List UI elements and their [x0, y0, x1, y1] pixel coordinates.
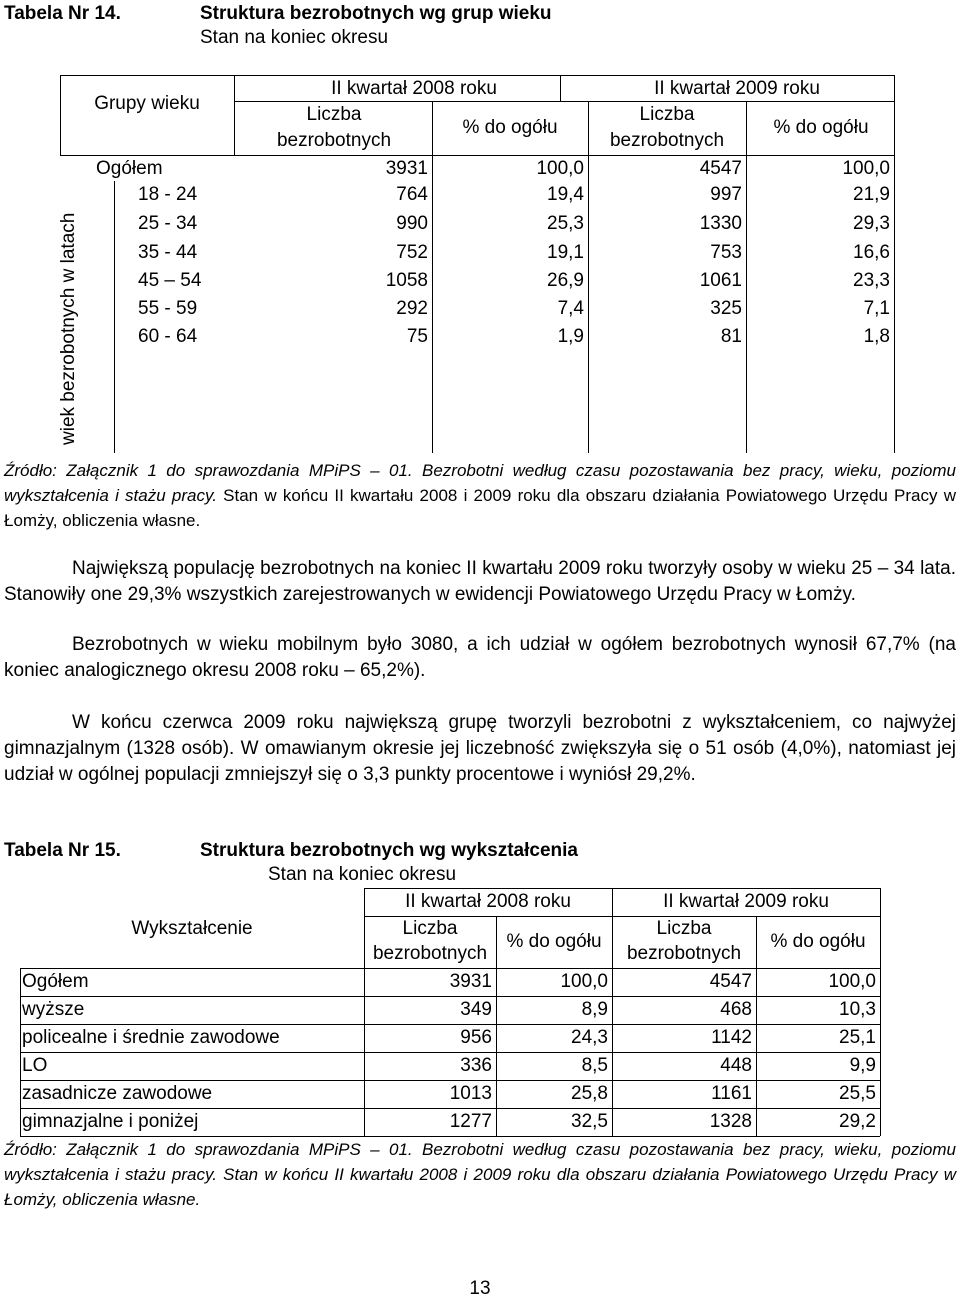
paragraph-2: Bezrobotnych w wieku mobilnym było 3080, a ich udział w ogółem bezrobotnych wynosił 67,7% (na koniec analogicznego okresu 2008 roku – 65,2%).: [4, 634, 956, 681]
table-cell: 7,4: [557, 298, 584, 319]
row-label: zasadnicze zawodowe: [22, 1083, 213, 1104]
table-cell: 10,3: [839, 999, 876, 1020]
table15-count-header-2b: bezrobotnych: [626, 943, 742, 964]
table15-period1-header: II kwartał 2008 roku: [405, 891, 571, 912]
table-cell: 990: [396, 213, 428, 234]
table14-group-col-header: Grupy wieku: [94, 93, 200, 114]
table14-total-cell: 3931: [385, 158, 428, 179]
table-cell: 100,0: [560, 971, 608, 992]
table-cell: 9,9: [849, 1055, 876, 1076]
table-cell: 1061: [699, 270, 742, 291]
table-cell: 349: [460, 999, 492, 1020]
table15-percent-header-1: % do ogółu: [506, 931, 602, 952]
table14-count-header-2b: bezrobotnych: [609, 130, 725, 151]
table-cell: 4547: [709, 971, 752, 992]
row-label: gimnazjalne i poniżej: [22, 1111, 199, 1132]
table-cell: 1328: [709, 1111, 752, 1132]
table-cell: 24,3: [571, 1027, 608, 1048]
table14-period1-header: II kwartał 2008 roku: [331, 78, 497, 99]
table-cell: 19,4: [547, 184, 584, 205]
table-cell: 19,1: [547, 242, 584, 263]
table14-total-cell: 100,0: [842, 158, 890, 179]
table14-side-label: wiek bezrobotnych w latach: [58, 212, 79, 445]
table-cell: 753: [710, 242, 742, 263]
table-cell: 26,9: [547, 270, 584, 291]
table-cell: 997: [710, 184, 742, 205]
table14-period2-header: II kwartał 2009 roku: [654, 78, 820, 99]
table15-title: Struktura bezrobotnych wg wykształcenia: [200, 840, 578, 861]
source-part1: Załącznik 1 do sprawozdania MPiPS – 01. Bezrobotni według czasu pozostawania bez pracy, wieku, poziomu wykształcenia i stażu pracy.: [4, 461, 956, 505]
row-label: 35 - 44: [138, 242, 198, 263]
table15-group-col-header: Wykształcenie: [131, 918, 253, 939]
table-cell: 3931: [449, 971, 492, 992]
table-cell: 25,5: [839, 1083, 876, 1104]
table14-title: Struktura bezrobotnych wg grup wieku: [200, 3, 552, 24]
table14-count-header-2: Liczba: [639, 104, 695, 125]
table14-total-cell: 4547: [699, 158, 742, 179]
table-cell: 956: [460, 1027, 492, 1048]
row-label: 18 - 24: [138, 184, 198, 205]
row-label: 25 - 34: [138, 213, 198, 234]
table-cell: 32,5: [571, 1111, 608, 1132]
table-cell: 81: [720, 326, 742, 347]
table15-source: [4, 1137, 956, 1212]
table14-percent-header-2: % do ogółu: [773, 117, 869, 138]
table15-percent-header-2: % do ogółu: [770, 931, 866, 952]
table-cell: 25,1: [839, 1027, 876, 1048]
row-label: 45 – 54: [138, 270, 202, 291]
table14-percent-header-1: % do ogółu: [462, 117, 558, 138]
table-cell: 1161: [711, 1083, 752, 1104]
table-cell: 25,3: [547, 213, 584, 234]
table15-count-header-1: Liczba: [402, 918, 458, 939]
table15-label: Tabela Nr 15.: [4, 840, 121, 861]
page-number: 13: [469, 1278, 491, 1299]
paragraph-1: Największą populację bezrobotnych na koniec II kwartału 2009 roku tworzyły osoby w wieku 25 – 34 lata. Stanowiły one 29,3% wszystkich zarejestrowanych w ewidencji Powiatowego Urzędu Pracy w Łomży.: [4, 558, 956, 605]
table15-period2-header: II kwartał 2009 roku: [663, 891, 829, 912]
table-cell: 325: [710, 298, 742, 319]
source-label: Źródło:: [4, 461, 57, 480]
paragraph-3: W końcu czerwca 2009 roku największą grupę tworzyli bezrobotni z wykształceniem, co najwyżej gimnazjalnym (1328 osób). W omawianym okresie jej liczebność zwiększyła się o 51 osób (4,0%), natomiast jej udział w ogólnej populacji zmniejszył się o 3,3 punkty procentowe i wyniósł 29,2%.: [4, 712, 956, 785]
table-cell: 1,8: [863, 326, 890, 347]
table-cell: 1,9: [557, 326, 584, 347]
table-cell: 29,3: [853, 213, 890, 234]
row-label: Ogółem: [22, 971, 89, 992]
table-cell: 29,2: [839, 1111, 876, 1132]
row-label: wyższe: [22, 999, 85, 1020]
table-cell: 23,3: [853, 270, 890, 291]
table-cell: 75: [406, 326, 428, 347]
table-cell: 752: [396, 242, 428, 263]
table-cell: 1142: [711, 1027, 752, 1048]
table-cell: 448: [720, 1055, 752, 1076]
table15-count-header-2: Liczba: [656, 918, 712, 939]
table-cell: 1013: [449, 1083, 492, 1104]
row-label: 55 - 59: [138, 298, 198, 319]
table14-subtitle: Stan na koniec okresu: [200, 27, 389, 48]
table-cell: 8,5: [581, 1055, 608, 1076]
table15-subtitle: Stan na koniec okresu: [268, 864, 457, 885]
table14-count-header-1b: bezrobotnych: [276, 130, 392, 151]
table-cell: 25,8: [571, 1083, 608, 1104]
table-cell: 100,0: [828, 971, 876, 992]
table14-total-label: Ogółem: [96, 158, 163, 179]
table14-count-header-1: Liczba: [306, 104, 362, 125]
source-part2: Stan w końcu II kwartału 2008 i 2009 roku dla obszaru działania Powiatowego Urzędu Pracy w Łomży, obliczenia własne.: [4, 486, 956, 530]
table-cell: 468: [720, 999, 752, 1020]
table-cell: 764: [396, 184, 428, 205]
source-label: Źródło:: [4, 1140, 57, 1159]
row-label: LO: [22, 1055, 48, 1076]
table-cell: 336: [460, 1055, 492, 1076]
table-cell: 8,9: [581, 999, 608, 1020]
row-label: policealne i średnie zawodowe: [22, 1027, 280, 1048]
table14-total-cell: 100,0: [536, 158, 584, 179]
table-cell: 1330: [699, 213, 742, 234]
table14-label: Tabela Nr 14.: [4, 3, 121, 24]
table-cell: 1277: [449, 1111, 492, 1132]
table-cell: 16,6: [853, 242, 890, 263]
table15-count-header-1b: bezrobotnych: [372, 943, 488, 964]
row-label: 60 - 64: [138, 326, 198, 347]
source-text: Załącznik 1 do sprawozdania MPiPS – 01. Bezrobotni według czasu pozostawania bez pracy, wieku, poziomu wykształcenia i stażu pracy. Stan w końcu II kwartału 2008 i 2009 roku dla obszaru działania Powiatowego Urzędu Pracy w Łomży, obliczenia własne.: [4, 1140, 956, 1209]
table-cell: 21,9: [853, 184, 890, 205]
table-cell: 7,1: [863, 298, 890, 319]
table-cell: 1058: [385, 270, 428, 291]
table-cell: 292: [396, 298, 428, 319]
